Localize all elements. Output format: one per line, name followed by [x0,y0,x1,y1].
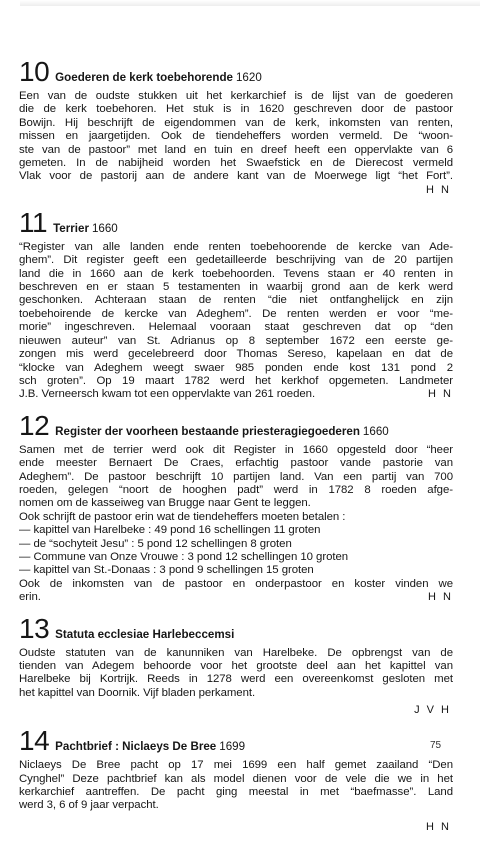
text-line: — kapittel van Harelbeke : 49 pond 16 schellingen 11 groten [19,524,321,537]
author-initials: H N [428,388,453,401]
entry-number: 10 [19,56,50,87]
entry-title: Pachtbrief : Niclaeys De Bree [55,740,217,754]
top-edge-shadow [20,0,480,6]
entry-number: 11 [19,206,48,238]
text-line: werd 3, 6 of 9 jaar verpacht. [19,799,159,812]
text-line: zongen mis werd gecelebreerd door Thomas Sereso, kapelaan en dat de [19,348,453,361]
text-line: Ook schrijft de pastoor erin wat de tiendeheffers moeten betalen : [19,510,346,523]
text-line: sch groten”. Op 19 maart 1782 werd het kerkhof opgemeten. Landmeter [19,374,453,387]
text-line: — de “sochyteit Jesu” : 5 pond 12 schellingen 8 groten [19,537,292,550]
text-line: tienden van Adegem behoorde voor het grootste deel aan het kapittel van [19,660,453,672]
entry-year: 1660 [91,221,118,235]
text-line: toebehoirende de kercke van Adeghem”. De renten werden er voor “me- [19,307,453,320]
entry-title: Terrier [53,221,89,235]
entry-number: 14 [19,725,50,757]
text-line: Oudste statuten van de kanunniken van Harelbeke. De opbrengst van de [19,646,453,659]
text-line: ste van de pastoor” met land en tuin en dreef heeft een oppervlakte van 6 [19,143,453,156]
entry-number: 12 [19,409,50,441]
text-line: — Commune van Onze Vrouwe : 3 pond 12 schellingen 10 groten [19,550,349,563]
author-initials: H N [426,820,451,833]
text-line: roeden, gelegen “noort de hooghen padt” werd in 1782 8 roeden afge- [19,483,453,496]
entry-heading [19,612,453,647]
text-line-last [19,591,453,604]
entry-10 [19,56,453,197]
text-line: beschreven en er staan 5 testamenten in waarbij grond aan de kerk werd [19,281,453,294]
text-line: — kapittel van St.-Donaas : 3 pond 9 schellingen 15 groten [19,564,314,577]
text-line: nieuwen auteur” van St. Adrianus op 8 september 1672 een eerste ge- [19,334,453,347]
text-line: Vlak voor de pastorij aan de andere kant van de Moerwege ligt “het Fort”. [19,170,453,183]
text-line: ghem”. Dit register geeft een gedetailleerde beschrijving van de 20 partijen [19,254,453,267]
text-line: Ook de inkomsten van de pastoor en onderpastoor en koster vinden we [19,577,453,590]
text-line: missen en jaargetijden. Ook de tiendeheffers worden vermeld. De “woon- [19,130,453,143]
author-initials: J V H [414,704,451,717]
text-line: Cynghel” Deze pachtbrief kan als model dienen voor de vele die we in het [19,772,453,785]
entry-year: 1660 [362,424,389,438]
text-line: land die in 1660 aan de kerk toebehoorden. Tevens staan er 40 renten in [19,267,453,280]
text-line: Adeghem”. De pastoor beschrijft 10 partijen land. Van een partij van 700 [19,470,453,483]
entry-title: Goederen de kerk toebehorende [55,71,233,84]
entry-year: 1699 [219,740,246,754]
text-line: Een van de oudste stukken uit het kerkarchief is de lijst van de goederen [19,90,453,102]
text-line: gemeten. In de nabijheid worden het Swaefstick en de Dierecost vermeld [19,157,453,170]
text-line: Samen met de terrier werd ook dit Register in 1660 opgesteld door “heer [19,443,453,456]
entry-number: 13 [19,612,50,644]
entry-heading [19,206,453,241]
entry-heading [19,725,453,759]
entry-11 [19,206,453,402]
text-line: Harelbeke bij Kortrijk. Reeds in 1278 werd een overeenkomst gesloten met [19,673,453,686]
entry-13 [19,612,453,718]
entry-heading [19,56,453,90]
entry-title: Statuta ecclesiae Harlebeccemsi [55,627,235,641]
text-line-last [19,388,453,401]
entry-12 [19,409,453,605]
text-line: kerkarchief aantreffen. De pacht ging meestal in met “baefmasse”. Land [19,786,453,799]
text-line: “klocke van Adeghem weegt swaer 985 ponden ende kost 131 pond 2 [19,361,453,374]
text-line: erin. [19,591,41,604]
document-page [19,56,453,846]
entry-title: Register der voorheen bestaande priesteragiegoederen [55,424,360,438]
author-initials: H N [428,591,453,604]
text-line: die de kerk toebehoren. Het stuk is in 1620 geschreven door de pastoor [19,103,453,116]
text-line: geschonken. Achteraan staan de renten “die niet ontfanghelijck en zijn [19,294,453,307]
text-line: morie” ingeschreven. Helemaal vooraan staat geschreven dat op “den [19,321,453,334]
entry-heading [19,409,453,444]
page-number: 75 [430,740,442,751]
text-line: J.B. Verneersch kwam tot een oppervlakte van 261 roeden. [19,388,316,401]
text-line: Bowijn. Hij beschrijft de eigendommen van de kerk, inkomsten van renten, [19,116,453,129]
text-line: het kapittel van Doornik. Vijf bladen perkament. [19,686,256,699]
entry-year: 1620 [235,71,262,84]
author-initials: H N [426,183,451,196]
text-line: “Register van alle landen ende renten toebehoorende de kercke van Ade- [19,240,453,253]
text-line: ende meester Bernaert De Craes, erfachtig pastoor vande pastorie van [19,457,453,470]
text-line: nomen om de kasseiweg van Brugge naar Gent te leggen. [19,497,311,510]
text-line: Niclaeys De Bree pacht op 17 mei 1699 een half gemet zaailand “Den [19,759,453,772]
